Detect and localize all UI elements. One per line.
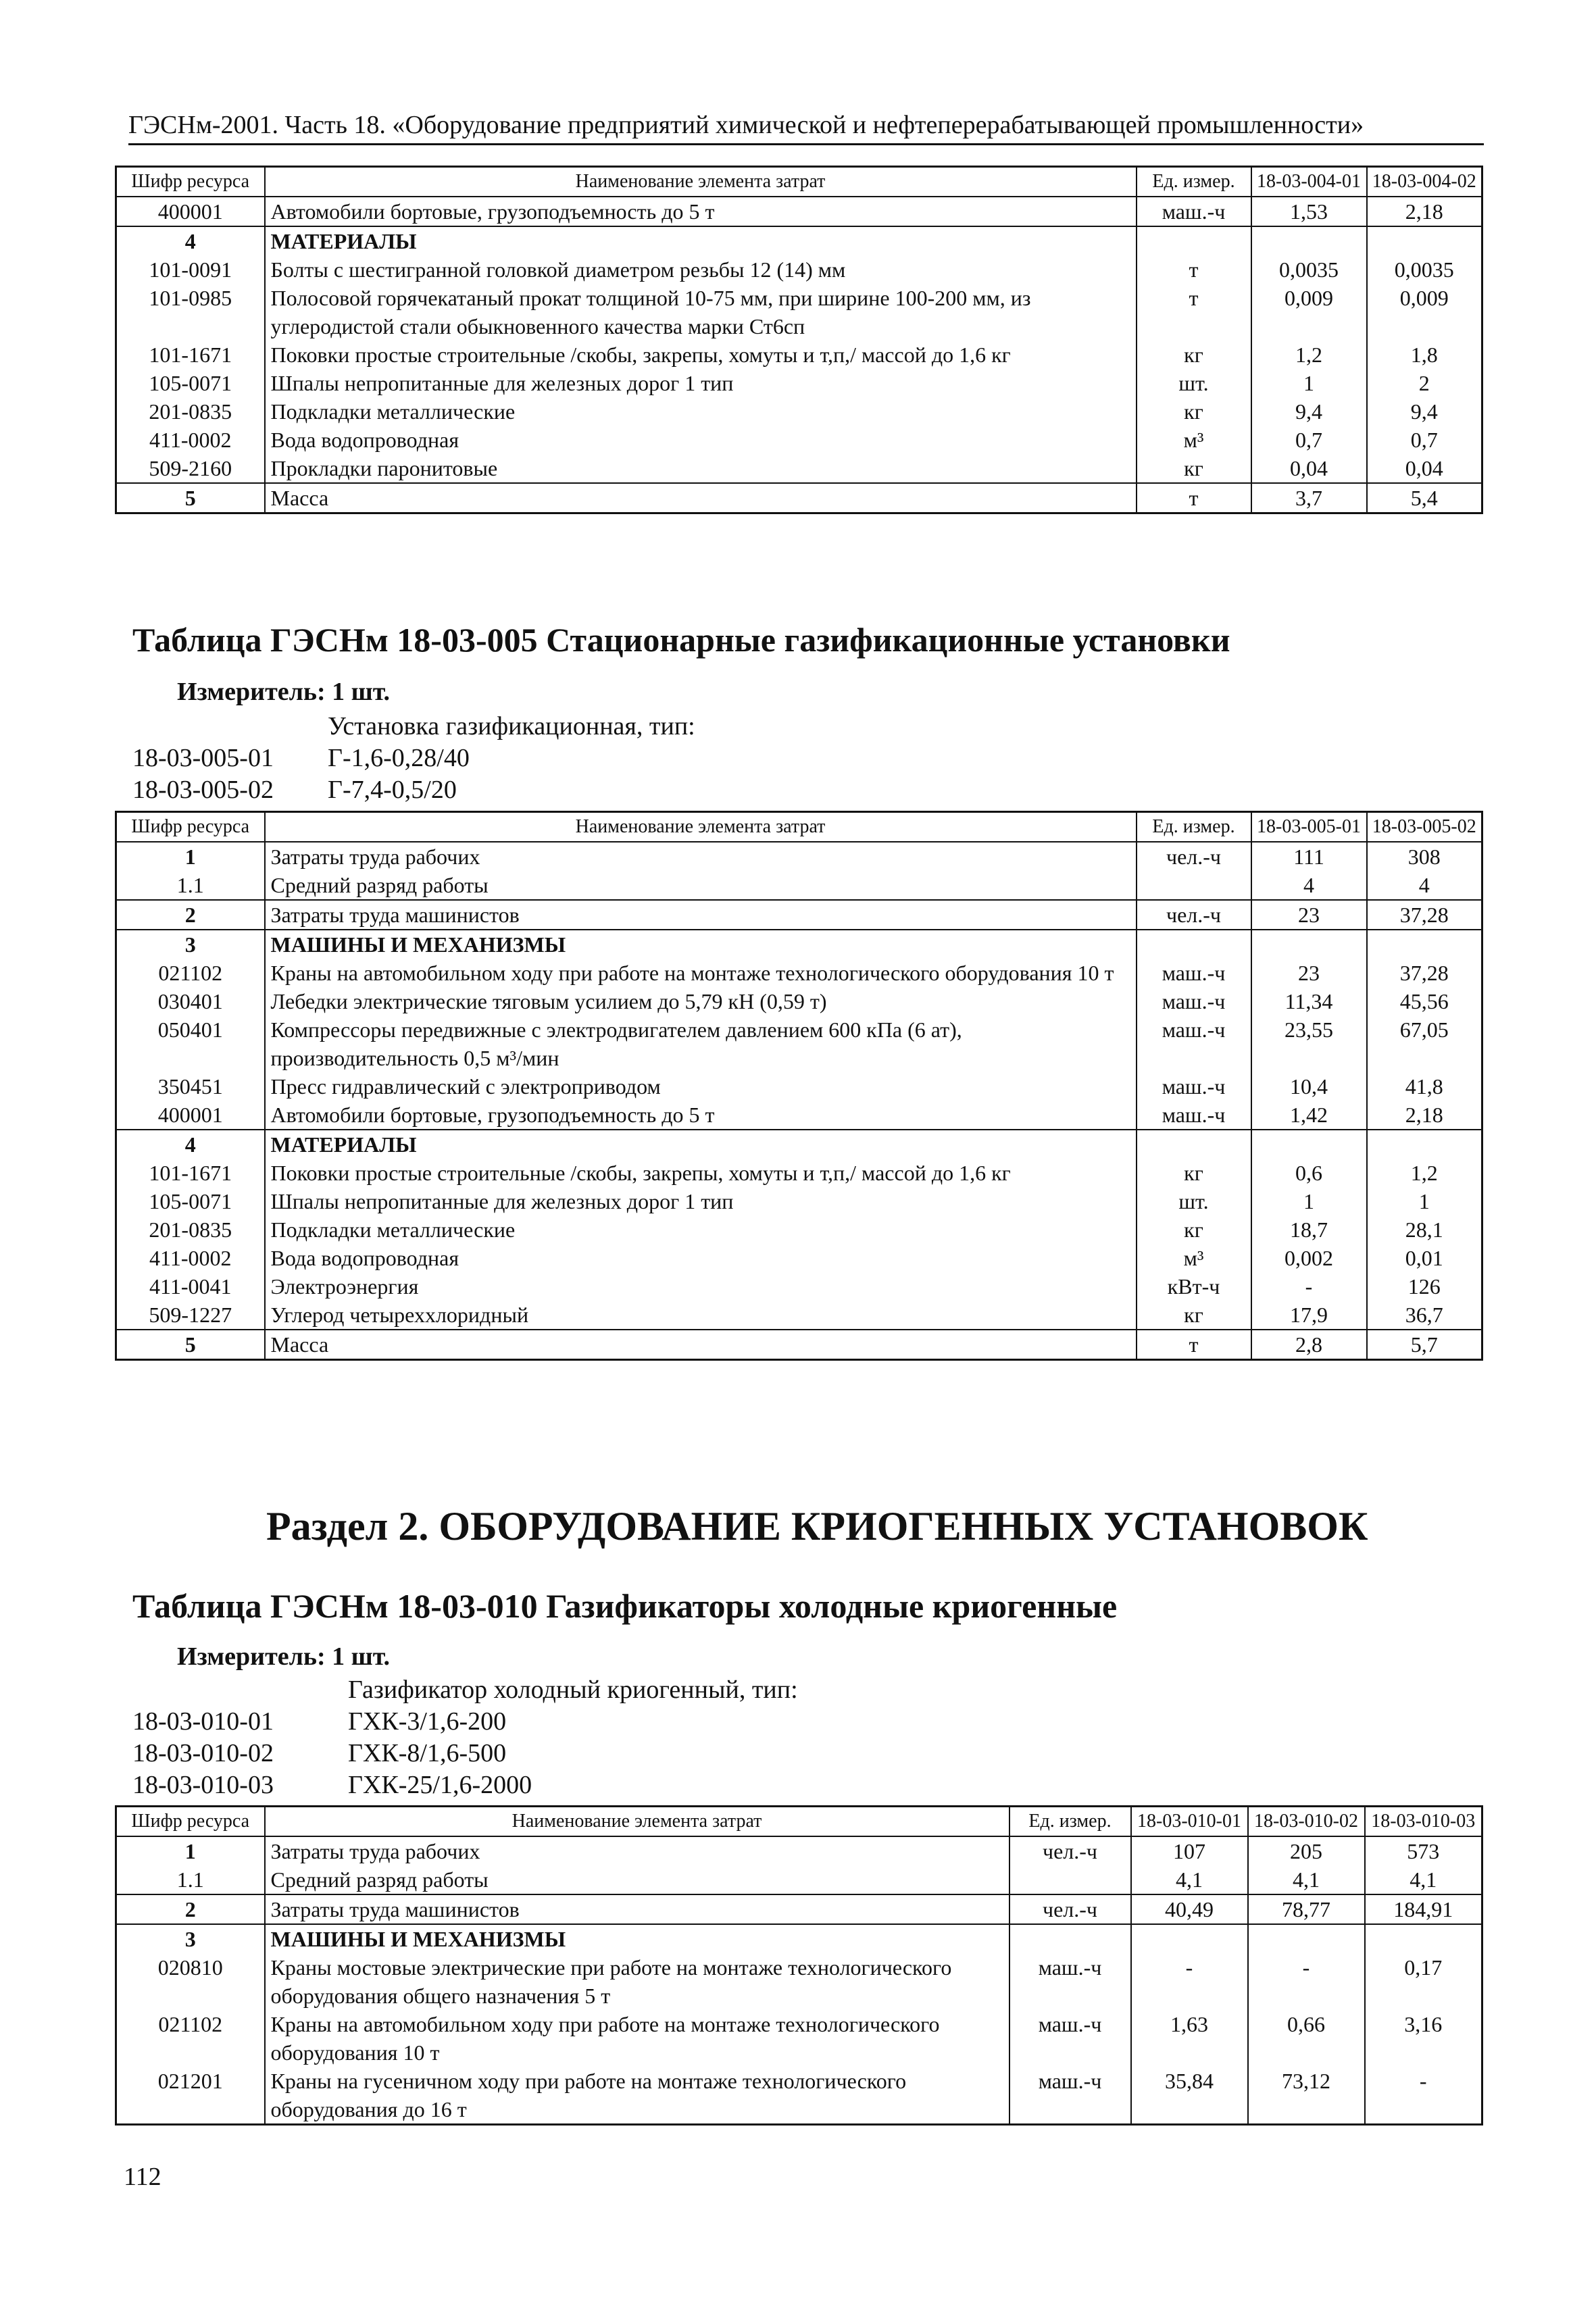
header-col-3: 18-03-010-03 — [1365, 1807, 1482, 1837]
cost-table-18-03-005 — [115, 811, 1483, 1361]
table-row — [116, 483, 1482, 513]
cell-unit — [1137, 930, 1251, 959]
cell-name: Компрессоры передвижные с электродвигателем давлением 600 кПа (6 ат), производительность 0,5 м³/мин — [265, 1015, 1137, 1072]
table-row — [116, 871, 1482, 900]
cell-value — [1131, 1924, 1248, 1953]
cell-value: 1,53 — [1251, 197, 1367, 226]
table-row — [116, 1215, 1482, 1244]
cell-value — [1251, 226, 1367, 255]
cell-name: МАТЕРИАЛЫ — [265, 1130, 1137, 1159]
meter-line: Измеритель: 1 шт. — [177, 1642, 391, 1671]
type-row — [132, 1769, 532, 1801]
table-row — [116, 1272, 1482, 1301]
cell-name: Электроэнергия — [265, 1272, 1137, 1301]
cell-unit: кг — [1137, 341, 1251, 369]
header-name: Наименование элемента затрат — [265, 167, 1137, 197]
table-row — [116, 930, 1482, 959]
cell-value: 28,1 — [1367, 1215, 1482, 1244]
cell-unit: кг — [1137, 1301, 1251, 1330]
cell-unit: кг — [1137, 454, 1251, 483]
cell-unit — [1137, 226, 1251, 255]
cell-name: Шпалы непропитанные для железных дорог 1 тип — [265, 369, 1137, 397]
cell-code: 411-0041 — [116, 1272, 265, 1301]
cell-value: 0,002 — [1251, 1244, 1367, 1272]
cell-value: 23,55 — [1251, 1015, 1367, 1072]
cell-value: 23 — [1251, 959, 1367, 987]
cell-code: 1 — [116, 842, 265, 871]
type-name: Г-1,6-0,28/40 — [328, 744, 470, 772]
cell-value — [1251, 1130, 1367, 1159]
header-name: Наименование элемента затрат — [265, 1807, 1009, 1837]
cell-value: 17,9 — [1251, 1301, 1367, 1330]
cell-value: 184,91 — [1365, 1894, 1482, 1924]
cell-unit: маш.-ч — [1137, 1015, 1251, 1072]
cell-value: 3,16 — [1365, 2010, 1482, 2067]
cell-code: 021102 — [116, 959, 265, 987]
header-col-2: 18-03-010-02 — [1248, 1807, 1365, 1837]
cell-value: 18,7 — [1251, 1215, 1367, 1244]
cell-name: Поковки простые строительные /скобы, закрепы, хомуты и т,п,/ массой до 1,6 кг — [265, 341, 1137, 369]
table-row — [116, 2010, 1482, 2067]
cell-value: 573 — [1365, 1836, 1482, 1865]
cell-value: 4 — [1251, 871, 1367, 900]
table-header-row — [116, 1807, 1482, 1837]
type-caption: Газификатор холодный криогенный, тип: — [348, 1676, 798, 1704]
cell-value: 3,7 — [1251, 483, 1367, 513]
cell-code: 411-0002 — [116, 1244, 265, 1272]
cell-value: 40,49 — [1131, 1894, 1248, 1924]
type-row — [132, 1738, 506, 1769]
cell-value: 4 — [1367, 871, 1482, 900]
table-row — [116, 426, 1482, 454]
cell-code: 021102 — [116, 2010, 265, 2067]
header-unit: Ед. измер. — [1137, 812, 1251, 842]
cell-name: Краны на автомобильном ходу при работе на монтаже технологического оборудования 10 т — [265, 959, 1137, 987]
cell-name: Автомобили бортовые, грузоподъемность до 5 т — [265, 1101, 1137, 1130]
cell-name: Затраты труда машинистов — [265, 900, 1137, 930]
cell-unit: т — [1137, 284, 1251, 341]
cell-code: 5 — [116, 483, 265, 513]
cell-code: 3 — [116, 1924, 265, 1953]
cell-value: 0,009 — [1251, 284, 1367, 341]
cell-unit: шт. — [1137, 369, 1251, 397]
cell-code: 101-0091 — [116, 255, 265, 284]
cell-unit: м³ — [1137, 1244, 1251, 1272]
cell-value — [1367, 226, 1482, 255]
header-col-2: 18-03-005-02 — [1367, 812, 1482, 842]
cell-value — [1367, 1130, 1482, 1159]
type-name: ГХК-8/1,6-500 — [348, 1739, 507, 1767]
table-row — [116, 1301, 1482, 1330]
cell-value: 126 — [1367, 1272, 1482, 1301]
cell-code: 105-0071 — [116, 369, 265, 397]
cell-code: 400001 — [116, 1101, 265, 1130]
header-col-2: 18-03-004-02 — [1367, 167, 1482, 197]
cell-value: 2,18 — [1367, 197, 1482, 226]
cell-value: 111 — [1251, 842, 1367, 871]
cell-name: Средний разряд работы — [265, 1865, 1009, 1894]
cell-name: Вода водопроводная — [265, 426, 1137, 454]
table-row — [116, 1101, 1482, 1130]
type-code: 18-03-005-01 — [132, 744, 274, 772]
cell-unit: чел.-ч — [1137, 842, 1251, 871]
type-row — [132, 774, 457, 806]
table-row — [116, 1330, 1482, 1360]
type-caption: Установка газификационная, тип: — [328, 712, 695, 740]
cell-code: 509-2160 — [116, 454, 265, 483]
cell-code: 5 — [116, 1330, 265, 1360]
cell-unit: кг — [1137, 1159, 1251, 1187]
table-row — [116, 1836, 1482, 1865]
table-title-18-03-005: Таблица ГЭСНм 18-03-005 Стационарные газификационные установки — [132, 621, 1230, 659]
cell-value: 1,63 — [1131, 2010, 1248, 2067]
page-number: 112 — [124, 2163, 161, 2191]
header-unit: Ед. измер. — [1137, 167, 1251, 197]
cost-table-18-03-004 — [115, 166, 1483, 514]
cell-unit: маш.-ч — [1137, 1072, 1251, 1101]
cell-value: 2 — [1367, 369, 1482, 397]
cell-unit — [1137, 871, 1251, 900]
cell-value: 0,009 — [1367, 284, 1482, 341]
cost-table-18-03-010 — [115, 1805, 1483, 2126]
cell-unit — [1009, 1924, 1131, 1953]
cell-unit: м³ — [1137, 426, 1251, 454]
cell-code: 411-0002 — [116, 426, 265, 454]
table-row — [116, 1015, 1482, 1072]
cell-value: 0,01 — [1367, 1244, 1482, 1272]
cell-unit: кг — [1137, 397, 1251, 426]
cell-value: 0,04 — [1251, 454, 1367, 483]
table-row — [116, 1244, 1482, 1272]
cell-value: 9,4 — [1251, 397, 1367, 426]
cell-value: 4,1 — [1248, 1865, 1365, 1894]
table-row — [116, 226, 1482, 255]
cell-value — [1365, 1924, 1482, 1953]
cell-value: 0,0035 — [1251, 255, 1367, 284]
cell-value: 205 — [1248, 1836, 1365, 1865]
cell-code: 2 — [116, 900, 265, 930]
type-code: 18-03-010-02 — [132, 1739, 274, 1767]
table-header-row — [116, 812, 1482, 842]
table-row — [116, 255, 1482, 284]
cell-code: 4 — [116, 226, 265, 255]
cell-value: 4,1 — [1365, 1865, 1482, 1894]
cell-value: 0,66 — [1248, 2010, 1365, 2067]
cell-code: 350451 — [116, 1072, 265, 1101]
type-row — [132, 1706, 506, 1738]
cell-name: Болты с шестигранной головкой диаметром резьбы 12 (14) мм — [265, 255, 1137, 284]
cell-value: 1 — [1367, 1187, 1482, 1215]
type-row — [132, 743, 470, 774]
header-unit: Ед. измер. — [1009, 1807, 1131, 1837]
table-row — [116, 284, 1482, 341]
cell-unit — [1137, 1130, 1251, 1159]
type-name: ГХК-25/1,6-2000 — [348, 1771, 532, 1799]
table-row — [116, 197, 1482, 226]
cell-unit: маш.-ч — [1009, 2067, 1131, 2125]
cell-unit: маш.-ч — [1009, 1953, 1131, 2010]
table-row — [116, 1130, 1482, 1159]
cell-value: 10,4 — [1251, 1072, 1367, 1101]
cell-code: 2 — [116, 1894, 265, 1924]
header-code: Шифр ресурса — [116, 1807, 265, 1837]
cell-value — [1248, 1924, 1365, 1953]
cell-code: 021201 — [116, 2067, 265, 2125]
table-row — [116, 341, 1482, 369]
cell-name: Углерод четыреххлоридный — [265, 1301, 1137, 1330]
type-code: 18-03-005-02 — [132, 776, 274, 804]
cell-value: 11,34 — [1251, 987, 1367, 1015]
cell-value: 2,8 — [1251, 1330, 1367, 1360]
header-name: Наименование элемента затрат — [265, 812, 1137, 842]
cell-value: 5,4 — [1367, 483, 1482, 513]
header-code: Шифр ресурса — [116, 167, 265, 197]
cell-code: 020810 — [116, 1953, 265, 2010]
header-code: Шифр ресурса — [116, 812, 265, 842]
cell-name: Краны на автомобильном ходу при работе на монтаже технологического оборудования 10 т — [265, 2010, 1009, 2067]
cell-code: 050401 — [116, 1015, 265, 1072]
cell-name: Затраты труда рабочих — [265, 842, 1137, 871]
cell-code: 201-0835 — [116, 1215, 265, 1244]
header-col-1: 18-03-005-01 — [1251, 812, 1367, 842]
cell-name: Краны мостовые электрические при работе на монтаже технологического оборудования общего назначения 5 т — [265, 1953, 1009, 2010]
cell-value: 1,42 — [1251, 1101, 1367, 1130]
cell-code: 101-1671 — [116, 341, 265, 369]
cell-code: 201-0835 — [116, 397, 265, 426]
cell-value: 5,7 — [1367, 1330, 1482, 1360]
cell-unit: чел.-ч — [1137, 900, 1251, 930]
cell-code: 3 — [116, 930, 265, 959]
cell-unit: маш.-ч — [1137, 197, 1251, 226]
cell-value: - — [1131, 1953, 1248, 2010]
cell-name: Прокладки паронитовые — [265, 454, 1137, 483]
cell-unit: чел.-ч — [1009, 1836, 1131, 1865]
cell-code: 1 — [116, 1836, 265, 1865]
cell-value: 1 — [1251, 1187, 1367, 1215]
cell-code: 4 — [116, 1130, 265, 1159]
cell-code: 101-1671 — [116, 1159, 265, 1187]
cell-name: Полосовой горячекатаный прокат толщиной 10-75 мм, при ширине 100-200 мм, из углеродистой стали обыкновенного качества марки Ст6сп — [265, 284, 1137, 341]
cell-unit: шт. — [1137, 1187, 1251, 1215]
cell-value: 1 — [1251, 369, 1367, 397]
cell-value: 9,4 — [1367, 397, 1482, 426]
cell-value: 0,04 — [1367, 454, 1482, 483]
table-row — [116, 1953, 1482, 2010]
cell-value: 0,17 — [1365, 1953, 1482, 2010]
cell-value: - — [1251, 1272, 1367, 1301]
table-row — [116, 1072, 1482, 1101]
cell-unit: маш.-ч — [1137, 987, 1251, 1015]
cell-unit: маш.-ч — [1137, 1101, 1251, 1130]
cell-code: 400001 — [116, 197, 265, 226]
cell-name: Пресс гидравлический с электроприводом — [265, 1072, 1137, 1101]
cell-value: - — [1365, 2067, 1482, 2125]
table-row — [116, 1865, 1482, 1894]
cell-value: 0,7 — [1367, 426, 1482, 454]
table-row — [116, 1187, 1482, 1215]
running-header: ГЭСНм-2001. Часть 18. «Оборудование предприятий химической и нефтеперерабатывающей промышленности» — [128, 108, 1484, 145]
cell-value: 37,28 — [1367, 900, 1482, 930]
section-title: Раздел 2. ОБОРУДОВАНИЕ КРИОГЕННЫХ УСТАНОВОК — [266, 1504, 1368, 1549]
cell-value — [1251, 930, 1367, 959]
table-row — [116, 842, 1482, 871]
cell-name: Средний разряд работы — [265, 871, 1137, 900]
cell-name: Лебедки электрические тяговым усилием до 5,79 кН (0,59 т) — [265, 987, 1137, 1015]
cell-value: 35,84 — [1131, 2067, 1248, 2125]
type-name: ГХК-3/1,6-200 — [348, 1707, 507, 1736]
cell-value: 73,12 — [1248, 2067, 1365, 2125]
type-code: 18-03-010-01 — [132, 1707, 274, 1736]
cell-unit: чел.-ч — [1009, 1894, 1131, 1924]
cell-name: Затраты труда машинистов — [265, 1894, 1009, 1924]
table-header-row — [116, 167, 1482, 197]
cell-value: 41,8 — [1367, 1072, 1482, 1101]
cell-unit: маш.-ч — [1009, 2010, 1131, 2067]
cell-value: 37,28 — [1367, 959, 1482, 987]
cell-value: 78,77 — [1248, 1894, 1365, 1924]
cell-value: 1,2 — [1367, 1159, 1482, 1187]
cell-code: 105-0071 — [116, 1187, 265, 1215]
cell-value: 0,0035 — [1367, 255, 1482, 284]
table-row — [116, 1159, 1482, 1187]
cell-name: Подкладки металлические — [265, 1215, 1137, 1244]
cell-name: Поковки простые строительные /скобы, закрепы, хомуты и т,п,/ массой до 1,6 кг — [265, 1159, 1137, 1187]
cell-name: МАШИНЫ И МЕХАНИЗМЫ — [265, 930, 1137, 959]
cell-value: 0,6 — [1251, 1159, 1367, 1187]
cell-unit: т — [1137, 1330, 1251, 1360]
cell-unit: т — [1137, 255, 1251, 284]
table-row — [116, 454, 1482, 483]
table-row — [116, 2067, 1482, 2125]
table-title-18-03-010: Таблица ГЭСНм 18-03-010 Газификаторы холодные криогенные — [132, 1587, 1118, 1625]
meter-line: Измеритель: 1 шт. — [177, 678, 391, 706]
header-col-1: 18-03-004-01 — [1251, 167, 1367, 197]
cell-value: 308 — [1367, 842, 1482, 871]
cell-value: 2,18 — [1367, 1101, 1482, 1130]
table-row — [116, 1924, 1482, 1953]
table-row — [116, 987, 1482, 1015]
cell-name: Масса — [265, 1330, 1137, 1360]
cell-value: 107 — [1131, 1836, 1248, 1865]
cell-name: МАТЕРИАЛЫ — [265, 226, 1137, 255]
cell-value: 1,8 — [1367, 341, 1482, 369]
header-col-1: 18-03-010-01 — [1131, 1807, 1248, 1837]
cell-name: Вода водопроводная — [265, 1244, 1137, 1272]
cell-unit: т — [1137, 483, 1251, 513]
table-row — [116, 397, 1482, 426]
cell-value — [1367, 930, 1482, 959]
type-name: Г-7,4-0,5/20 — [328, 776, 457, 804]
cell-name: Автомобили бортовые, грузоподъемность до 5 т — [265, 197, 1137, 226]
table-row — [116, 369, 1482, 397]
cell-code: 1.1 — [116, 871, 265, 900]
cell-unit: кВт-ч — [1137, 1272, 1251, 1301]
cell-value: 45,56 — [1367, 987, 1482, 1015]
cell-value: - — [1248, 1953, 1365, 2010]
cell-unit — [1009, 1865, 1131, 1894]
cell-value: 36,7 — [1367, 1301, 1482, 1330]
table-row — [116, 959, 1482, 987]
table-row — [116, 1894, 1482, 1924]
cell-name: Затраты труда рабочих — [265, 1836, 1009, 1865]
cell-value: 1,2 — [1251, 341, 1367, 369]
cell-code: 509-1227 — [116, 1301, 265, 1330]
cell-code: 101-0985 — [116, 284, 265, 341]
cell-name: Краны на гусеничном ходу при работе на монтаже технологического оборудования до 16 т — [265, 2067, 1009, 2125]
cell-name: Шпалы непропитанные для железных дорог 1 тип — [265, 1187, 1137, 1215]
cell-value: 4,1 — [1131, 1865, 1248, 1894]
cell-name: МАШИНЫ И МЕХАНИЗМЫ — [265, 1924, 1009, 1953]
cell-value: 67,05 — [1367, 1015, 1482, 1072]
cell-unit: маш.-ч — [1137, 959, 1251, 987]
type-code: 18-03-010-03 — [132, 1771, 274, 1799]
cell-unit: кг — [1137, 1215, 1251, 1244]
cell-name: Подкладки металлические — [265, 397, 1137, 426]
cell-value: 23 — [1251, 900, 1367, 930]
table-row — [116, 900, 1482, 930]
cell-code: 1.1 — [116, 1865, 265, 1894]
cell-code: 030401 — [116, 987, 265, 1015]
cell-value: 0,7 — [1251, 426, 1367, 454]
cell-name: Масса — [265, 483, 1137, 513]
